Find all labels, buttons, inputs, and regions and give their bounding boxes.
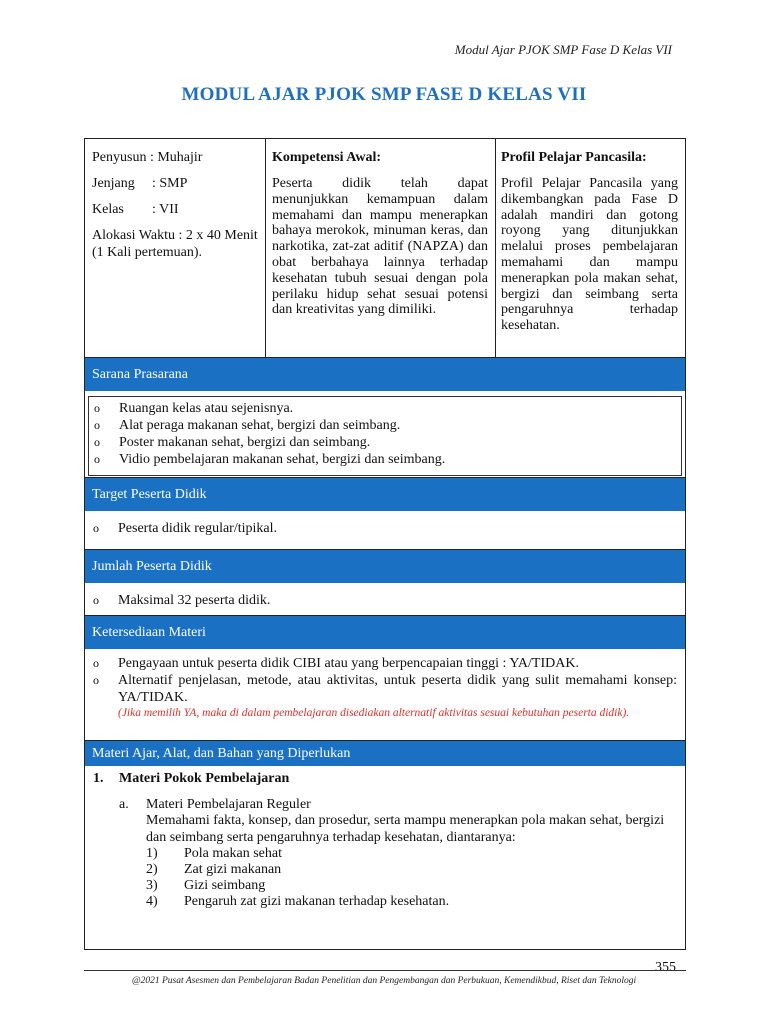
target-item — [88, 520, 685, 537]
profil-column — [495, 139, 685, 357]
running-header: Modul Ajar PJOK SMP Fase D Kelas VII — [454, 42, 672, 57]
list-item-text: Alat peraga makanan sehat, bergizi dan seimbang. — [119, 418, 401, 433]
bullet-marker: o — [93, 673, 99, 687]
module-table — [84, 138, 686, 950]
list-item-text: Gizi seimbang — [184, 878, 266, 894]
ketersediaan-header: Ketersediaan Materi — [85, 615, 685, 649]
bullet-marker: o — [94, 452, 100, 466]
jenjang-row: Jenjang : SMP — [92, 176, 188, 191]
list-number: 3) — [146, 878, 158, 894]
bullet-marker: o — [94, 435, 100, 449]
materi-list-item — [146, 846, 677, 862]
jumlah-list — [88, 592, 685, 609]
list-item-text: Pengaruh zat gizi makanan terhadap kesehatan. — [184, 894, 450, 910]
materi-list-item — [146, 878, 677, 894]
kompetensi-column — [265, 139, 495, 357]
profil-text: Profil Pelajar Pancasila yang dikembangkan pada Fase D adalah mandiri dan gotong royong yang ditunjukkan melalui proses pembelajaran memahami dan mampu menerapkan pola makan sehat, bergizi dan seimbang serta pengaruhnya terhadap kesehatan. — [501, 176, 678, 334]
materi-header: Materi Ajar, Alat, dan Bahan yang Diperlukan — [85, 740, 685, 766]
sarana-list — [89, 400, 681, 468]
ketersediaan-note: (Jika memilih YA, maka di dalam pembelajaran disediakan alternatif aktivitas sesuai kebutuhan peserta didik). — [118, 707, 630, 719]
page-number: 355 — [655, 960, 676, 975]
sarana-item — [89, 400, 681, 417]
ketersediaan-item — [88, 672, 677, 706]
info-block — [85, 139, 685, 357]
bullet-marker: o — [94, 401, 100, 415]
sarana-header: Sarana Prasarana — [85, 357, 685, 391]
sarana-box — [88, 396, 682, 476]
jumlah-item — [88, 592, 685, 609]
kompetensi-title: Kompetensi Awal: — [272, 150, 382, 165]
list-number: 1) — [146, 845, 158, 861]
kelas-row: Kelas : VII — [92, 202, 179, 217]
bullet-marker: o — [93, 593, 99, 607]
bullet-marker: o — [94, 418, 100, 432]
materi-reguler-body: Memahami fakta, konsep, dan prosedur, serta mampu menerapkan pola makan sehat, bergizi dan seimbang serta pengaruhnya terhadap kesehatan, diantaranya: — [146, 813, 665, 845]
sarana-item — [89, 451, 681, 468]
materi-list — [146, 846, 677, 911]
list-item-text: Pola makan sehat — [184, 845, 282, 861]
sarana-item — [89, 417, 681, 434]
list-number: 2) — [146, 862, 158, 878]
bullet-marker: o — [93, 521, 99, 535]
target-box — [85, 511, 685, 549]
list-item-text: Alternatif penjelasan, metode, atau aktivitas, untuk peserta didik yang sulit memahami konsep: YA/TIDAK. — [118, 673, 677, 705]
jumlah-box — [85, 583, 685, 615]
ketersediaan-box — [85, 649, 685, 741]
materi-reguler-heading: a. Materi Pembelajaran Reguler — [119, 797, 311, 813]
list-item-text: Poster makanan sehat, bergizi dan seimbang. — [119, 435, 371, 450]
jumlah-header: Jumlah Peserta Didik — [85, 549, 685, 583]
sarana-item — [89, 434, 681, 451]
profil-title: Profil Pelajar Pancasila: — [501, 150, 647, 165]
identity-column — [85, 139, 265, 357]
list-item-text: Vidio pembelajaran makanan sehat, bergizi dan seimbang. — [119, 452, 446, 467]
ketersediaan-item — [88, 655, 677, 672]
materi-list-item — [146, 862, 677, 878]
materi-pokok-heading: 1. Materi Pokok Pembelajaran — [93, 771, 290, 786]
penyusun-row: Penyusun : Muhajir — [92, 150, 203, 165]
list-item-text: Zat gizi makanan — [184, 862, 282, 878]
materi-list-item — [146, 894, 677, 910]
materi-section — [85, 766, 685, 951]
document-title: MODUL AJAR PJOK SMP FASE D KELAS VII — [181, 84, 587, 105]
alokasi-waktu: Alokasi Waktu : 2 x 40 Menit (1 Kali pertemuan). — [92, 228, 258, 260]
ketersediaan-list — [88, 655, 677, 706]
list-item-text: Peserta didik regular/tipikal. — [118, 521, 278, 536]
footer-divider — [84, 970, 686, 971]
list-item-text: Pengayaan untuk peserta didik CIBI atau yang berpencapaian tinggi : YA/TIDAK. — [118, 656, 579, 671]
list-item-text: Maksimal 32 peserta didik. — [118, 593, 271, 608]
list-item-text: Ruangan kelas atau sejenisnya. — [119, 401, 294, 416]
target-list — [88, 520, 685, 537]
footer-credit: @2021 Pusat Asesmen dan Pembelajaran Badan Penelitian dan Pengembangan dan Perbukuan, Kemendikbud, Riset dan Teknologi — [131, 976, 637, 986]
bullet-marker: o — [93, 656, 99, 670]
list-number: 4) — [146, 894, 158, 910]
target-header: Target Peserta Didik — [85, 477, 685, 511]
kompetensi-text: Peserta didik telah dapat menunjukkan kemampuan dalam memahami dan mampu menerapkan bahaya merokok, minuman keras, dan narkotika, zat-zat aditif (NAPZA) dan obat berbahaya lainnya terhadap kesehatan tubuh sesuai dengan pola perilaku hidup sehat sesuai potensi dan kreativitas yang dimiliki. — [272, 176, 488, 318]
